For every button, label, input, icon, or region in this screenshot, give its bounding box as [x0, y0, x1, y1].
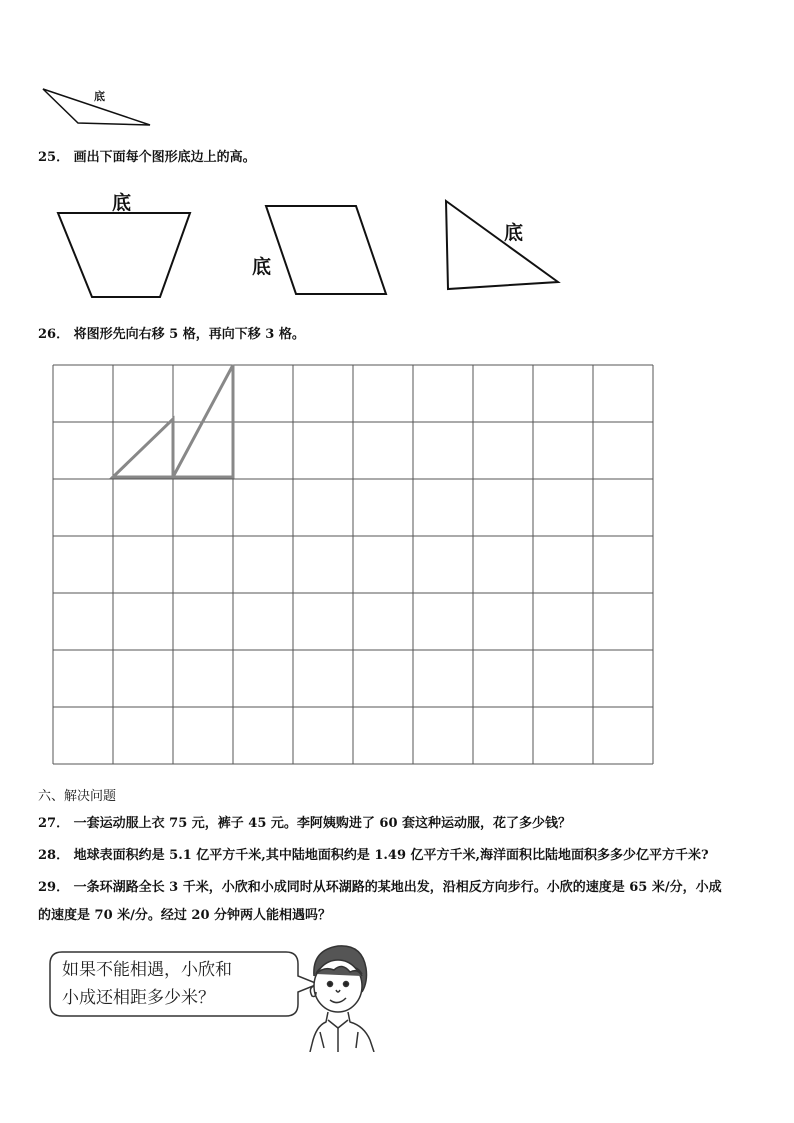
question-28: 28． 地球表面积约是 5.1 亿平方千米,其中陆地面积约是 1.49 亿平方千米,海洋面积比陆地面积多多少亿平方千米?: [38, 848, 709, 863]
question-29-line2: 的速度是 70 米/分。经过 20 分钟两人能相遇吗？: [38, 908, 332, 923]
square-grid[interactable]: [48, 360, 660, 772]
parallelogram-figure: [260, 200, 395, 300]
question-25-text: 画出下面每个图形底边上的高。: [73, 150, 256, 165]
question-26: 26． 将图形先向右移 5 格，再向下移 3 格。: [38, 327, 305, 342]
question-29-number: 29: [38, 880, 57, 895]
question-25-number: 25: [38, 150, 57, 165]
section-6-title: 六、解决问题: [38, 789, 117, 804]
triangle-base-label: 底: [504, 222, 524, 244]
question-28-text: 地球表面积约是 5.1 亿平方千米,其中陆地面积约是 1.49 亿平方千米,海洋面积比陆地面积多多少亿平方千米?: [73, 848, 709, 863]
trapezoid-figure: [50, 205, 200, 305]
question-29: 29． 一条环湖路全长 3 千米，小欣和小成同时从环湖路的某地出发，沿相反方向步行。小欣的速度是 65 米/分，小成: [38, 880, 722, 895]
question-27-text: 一套运动服上衣 75 元，裤子 45 元。李阿姨购进了 60 套这种运动服，花了多少钱？: [73, 816, 572, 831]
question-26-number: 26: [38, 327, 57, 342]
question-28-number: 28: [38, 848, 57, 863]
question-25: 25． 画出下面每个图形底边上的高。: [38, 150, 256, 165]
question-27-number: 27: [38, 816, 57, 831]
question-29-line1: 一条环湖路全长 3 千米，小欣和小成同时从环湖路的某地出发，沿相反方向步行。小欣的速度是 65 米/分，小成: [73, 880, 722, 895]
bubble-line-1: 如果不能相遇，小欣和: [62, 960, 232, 980]
small-triangle: [113, 419, 173, 477]
boy-illustration-icon: [298, 940, 388, 1052]
question-27: 27． 一套运动服上衣 75 元，裤子 45 元。李阿姨购进了 60 套这种运动服，花了多少钱？: [38, 816, 572, 831]
bubble-line-2: 小成还相距多少米？: [62, 988, 215, 1008]
question-26-text: 将图形先向右移 5 格，再向下移 3 格。: [73, 327, 305, 342]
q24-base-label: 底: [94, 90, 105, 103]
parallelogram-base-label: 底: [252, 256, 272, 278]
large-triangle: [173, 365, 233, 477]
triangle-figure: [440, 195, 565, 295]
trapezoid-base-label: 底: [112, 192, 132, 214]
